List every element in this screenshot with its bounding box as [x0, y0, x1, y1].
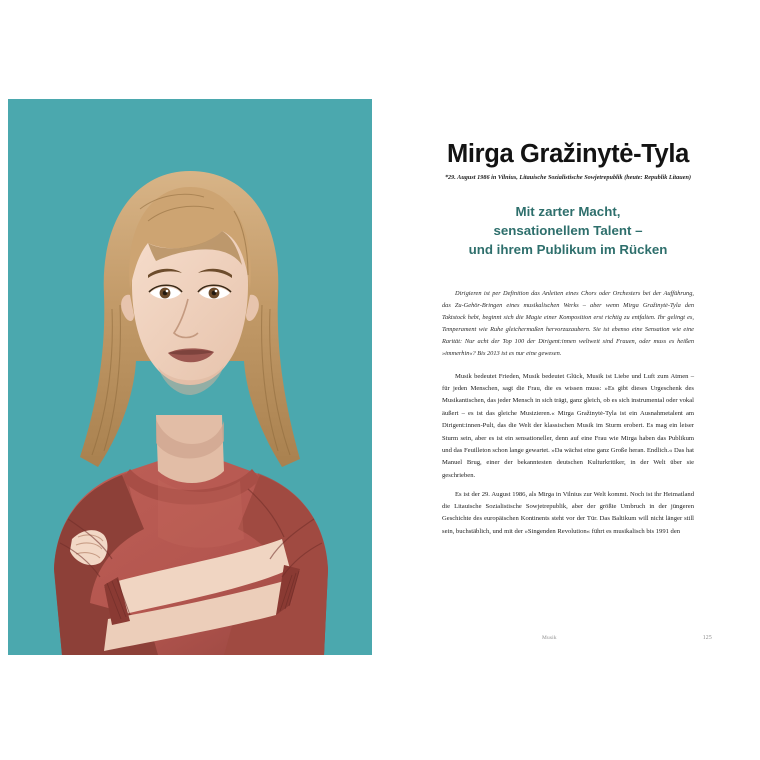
body-paragraph: Musik bedeutet Frieden, Musik bedeutet Glück, Musik ist Liebe und Luft zum Atmen – für jeden Menschen, sagt die Frau, die es wissen muss: »Es gibt dieses Urgeschenk des Musikantischen, das jeder Mensch in sich trägt, ganz gleich, ob es sich instrumental oder vokal äußert – es ist das gleiche Musizieren.« Mirga Gražinytė-Tyla ist ein Ausnahmetalent am Dirigent:innen-Pult, das die Welt der klassischen Musik im Sturm erobert. Es mag ein leiser Sturm sein, aber es ist ein sensationeller, denn auf eine Frau wie Mirga haben das Publikum und das Feuilleton schon lange gewartet. »Da wächst eine ganz Große heran. Endlich.« Das hat Manuel Brug, einer der bekanntesten deutschen Kulturkritiker, in der Welt über sie geschrieben.: [442, 372, 694, 479]
standfirst-line-1: Mit zarter Macht,: [515, 203, 621, 219]
text-page: [400, 99, 736, 655]
body-column: [442, 288, 694, 539]
birth-line: *29. August 1986 in Vilnius, Litauische Sozialistische Sowjetrepublik (heute: Republik Litauen): [444, 173, 692, 181]
standfirst-line-3: und ihrem Publikum im Rücken: [468, 241, 668, 257]
lead-paragraph: Dirigieren ist per Definition das Anleiten eines Chors oder Orchesters bei der Aufführung, das Zu-Gehör-Bringen eines musikalischen Werks – aber wenn Mirga Gražinytė-Tyla den Taktstock hebt, beginnt sich die Magie einer Komposition erst richtig zu entfalten. Ihr gelingt es, Temperament wie Ruhe gleichermaßen hervorzuzaubern. Sie ist ebenso eine Sensation wie eine Rarität: Nur acht der Top 100 der Dirigent:innen weltweit sind Frauen, oder muss es heißen »immerhin«? Bis 2013 ist es nur eine gewesen.: [442, 289, 694, 358]
standfirst-line-2: sensationellem Talent –: [493, 222, 643, 238]
running-head: Musik: [542, 635, 557, 641]
portrait-plate: [8, 99, 372, 655]
page-number: 125: [702, 635, 712, 641]
body-paragraph: Es ist der 29. August 1986, als Mirga in Vilnius zur Welt kommt. Noch ist ihr Heimatland die Litauische Sozialistische Sowjetrepublik, aber der größte Umbruch in der jüngeren Geschichte des europäischen Kontinents steht vor der Tür. Das Baltikum will nicht länger still sein, buchstäblich, und mit der »Singenden Revolution« führt es musikalisch bis 1991 den: [442, 490, 694, 535]
portrait-illustration: [8, 99, 372, 655]
standfirst: [400, 203, 736, 260]
page-title: Mirga Gražinytė-Tyla: [447, 140, 689, 168]
folio: [400, 635, 736, 647]
